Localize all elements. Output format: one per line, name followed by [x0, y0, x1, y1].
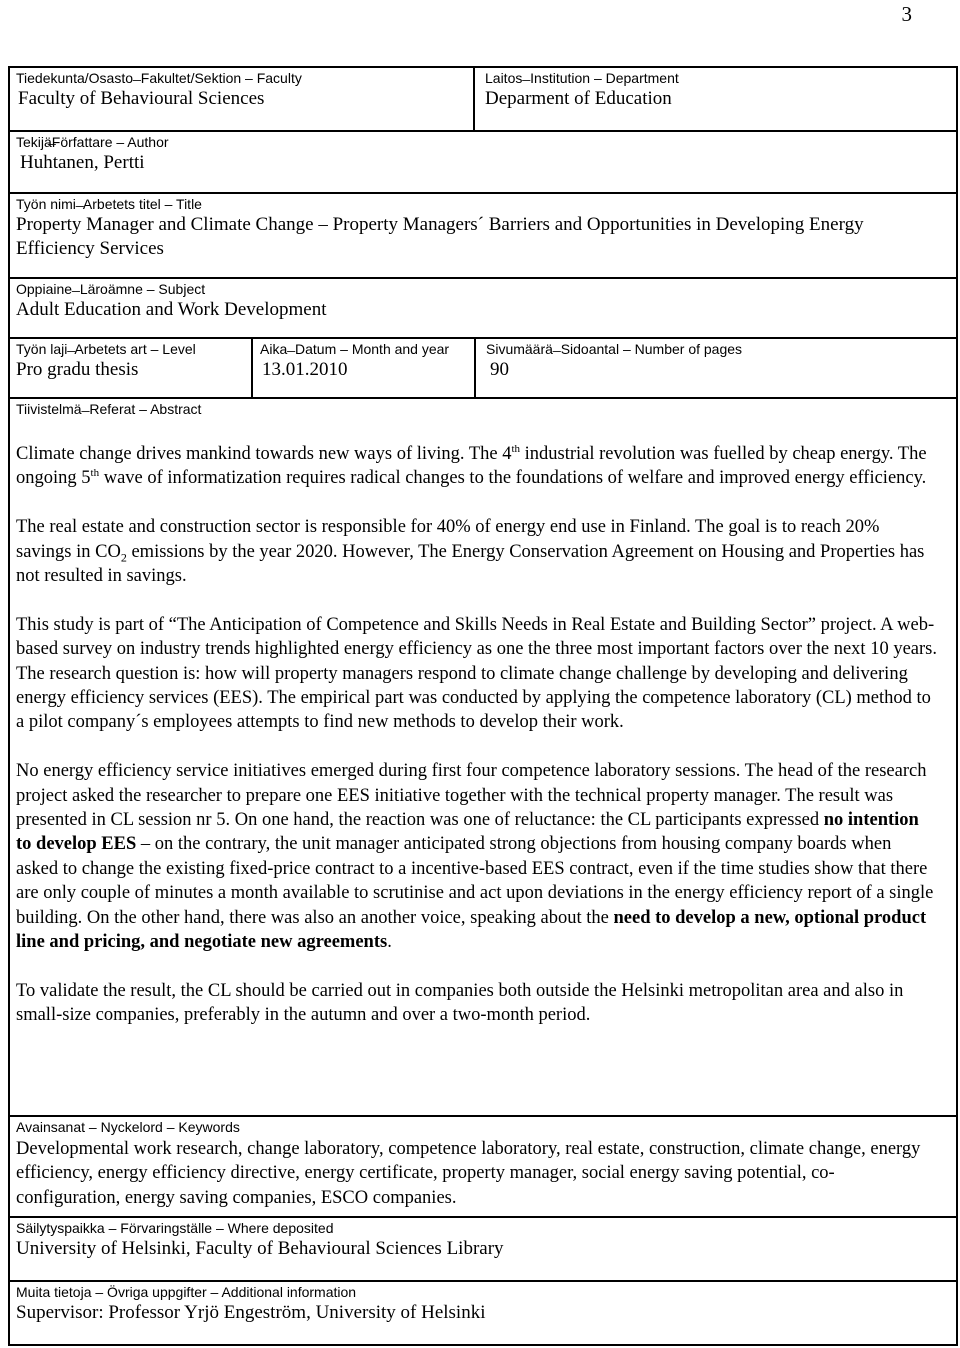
- subject-label: Oppiaine ̶ Läroämne – Subject: [16, 281, 206, 297]
- pages-cell: [474, 339, 956, 397]
- faculty-label: Tiedekunta/Osasto ̶ Fakultet/Sektion – Faculty: [16, 70, 302, 86]
- abstract-form: [8, 66, 958, 1346]
- superscript-th: th: [90, 467, 100, 480]
- page-number: 3: [901, 2, 912, 26]
- keywords-label: Avainsanat – Nyckelord – Keywords: [16, 1119, 240, 1135]
- subject-row: [10, 277, 956, 337]
- title-label: Työn nimi ̶ Arbetets titel – Title: [16, 196, 202, 212]
- abstract-p4-bold-2: need to develop a new, optional product line and pricing, and negotiate new agreements: [16, 907, 927, 953]
- keywords-value: Developmental work research, change laboratory, competence laboratory, real estate, construction, climate change, energy efficiency, energy efficiency directive, energy certificate, property manager, social energy saving potential, co-configuration, energy saving companies, ESCO companies.: [16, 1139, 921, 1208]
- abstract-row: [10, 397, 956, 1115]
- superscript-th: th: [511, 442, 521, 455]
- date-label: Aika ̶ Datum – Month and year: [260, 341, 450, 357]
- level-cell: [10, 339, 251, 397]
- faculty-value: Faculty of Behavioural Sciences: [18, 88, 265, 109]
- subject-value: Adult Education and Work Development: [16, 299, 327, 320]
- subscript-2: 2: [120, 550, 127, 565]
- date-value: 13.01.2010: [262, 359, 348, 380]
- abstract-p1-text-c: wave of informatization requires radical changes to the foundations of welfare and improved energy efficiency.: [99, 468, 927, 489]
- subject-cell: [10, 279, 956, 337]
- additional-label: Muita tietoja – Övriga uppgifter – Additional information: [16, 1284, 357, 1300]
- level-label: Työn laji ̶ Arbetets art – Level: [16, 341, 196, 357]
- department-label: Laitos ̶ Institution – Department: [485, 70, 679, 86]
- abstract-paragraph-3: This study is part of “The Anticipation of Competence and Skills Needs in Real Estate and Building Sector” project. A web-based survey on industry trends highlighted energy efficiency as one the three most important factors over the next 10 years. The research question is: how will property managers respond to climate change challenge by developing and delivering energy efficiency services (EES). The empirical part was conducted by applying the competence laboratory (CL) method to a pilot company´s employees attempts to find new methods to develop their work.: [16, 614, 937, 733]
- additional-value: Supervisor: Professor Yrjö Engeström, University of Helsinki: [16, 1302, 486, 1323]
- abstract-label: Tiivistelmä ̶ Referat – Abstract: [16, 401, 202, 417]
- abstract-body: [16, 442, 938, 1028]
- abstract-paragraph-5: To validate the result, the CL should be carried out in companies both outside the Helsinki metropolitan area and also in small-size companies, preferably in the autumn and over a two-month period.: [16, 980, 904, 1026]
- abstract-paragraph-2: [16, 515, 938, 588]
- author-label: Tekijä̶Författare – Author: [16, 134, 169, 150]
- faculty-row: [10, 68, 956, 130]
- keywords-row: [10, 1115, 956, 1216]
- abstract-p4-bold-1: no intention to develop EES: [16, 810, 919, 855]
- level-value: Pro gradu thesis: [16, 359, 139, 380]
- title-cell: [10, 194, 956, 277]
- pages-label: Sivumäärä ̶ Sidoantal – Number of pages: [486, 341, 743, 357]
- pages-value: 90: [490, 359, 509, 380]
- title-row: [10, 192, 956, 277]
- abstract-p2-text-b: emissions by the year 2020. However, The Energy Conservation Agreement on Housing and Properties has not resulted in savings.: [16, 541, 925, 587]
- author-cell: [10, 132, 956, 192]
- date-cell: [251, 339, 474, 397]
- additional-cell: [10, 1282, 956, 1344]
- department-value: Deparment of Education: [485, 88, 672, 109]
- author-value: Huhtanen, Pertti: [20, 152, 145, 173]
- deposited-label: Säilytyspaikka – Förvaringställe – Where deposited: [16, 1220, 334, 1236]
- abstract-p1-text-b: industrial revolution was fuelled by cheap energy. The ongoing 5: [16, 444, 927, 489]
- author-row: [10, 130, 956, 192]
- abstract-paragraph-4: [16, 759, 938, 954]
- department-cell: [473, 68, 956, 130]
- deposited-value: University of Helsinki, Faculty of Behavioural Sciences Library: [16, 1238, 504, 1259]
- faculty-cell: [10, 68, 473, 130]
- additional-row: [10, 1280, 956, 1344]
- abstract-p4-text-b: – on the contrary, the unit manager anticipated strong objections from housing company boards when asked to change the existing fixed-price contract to a incentive-based EES contract, even if the time studies show that there are only couple of minutes a month available to scrutinise and act upon deviations in the energy efficiency report of a single building. On the other hand, there was also an another voice, speaking about the: [16, 834, 934, 928]
- abstract-p4-text-c: .: [387, 932, 392, 953]
- deposited-row: [10, 1216, 956, 1280]
- abstract-paragraph-1: [16, 442, 938, 491]
- abstract-p1-text-a: Climate change drives mankind towards new ways of living. The 4: [16, 444, 512, 464]
- abstract-p4-text-a: No energy efficiency service initiatives emerged during first four competence laboratory sessions. The head of the research project asked the researcher to prepare one EES initiative together with the technical property manager. The result was presented in CL session nr 5. On one hand, the reaction was one of reluctance: the CL participants expressed: [16, 761, 927, 831]
- level-row: [10, 337, 956, 397]
- deposited-cell: [10, 1218, 956, 1280]
- abstract-p2-text-a: The real estate and construction sector is responsible for 40% of energy end use in Finland. The goal is to reach 20% savings in CO: [16, 517, 880, 562]
- title-value: Property Manager and Climate Change – Property Managers´ Barriers and Opportunities in Developing Energy Efficiency Services: [16, 214, 864, 259]
